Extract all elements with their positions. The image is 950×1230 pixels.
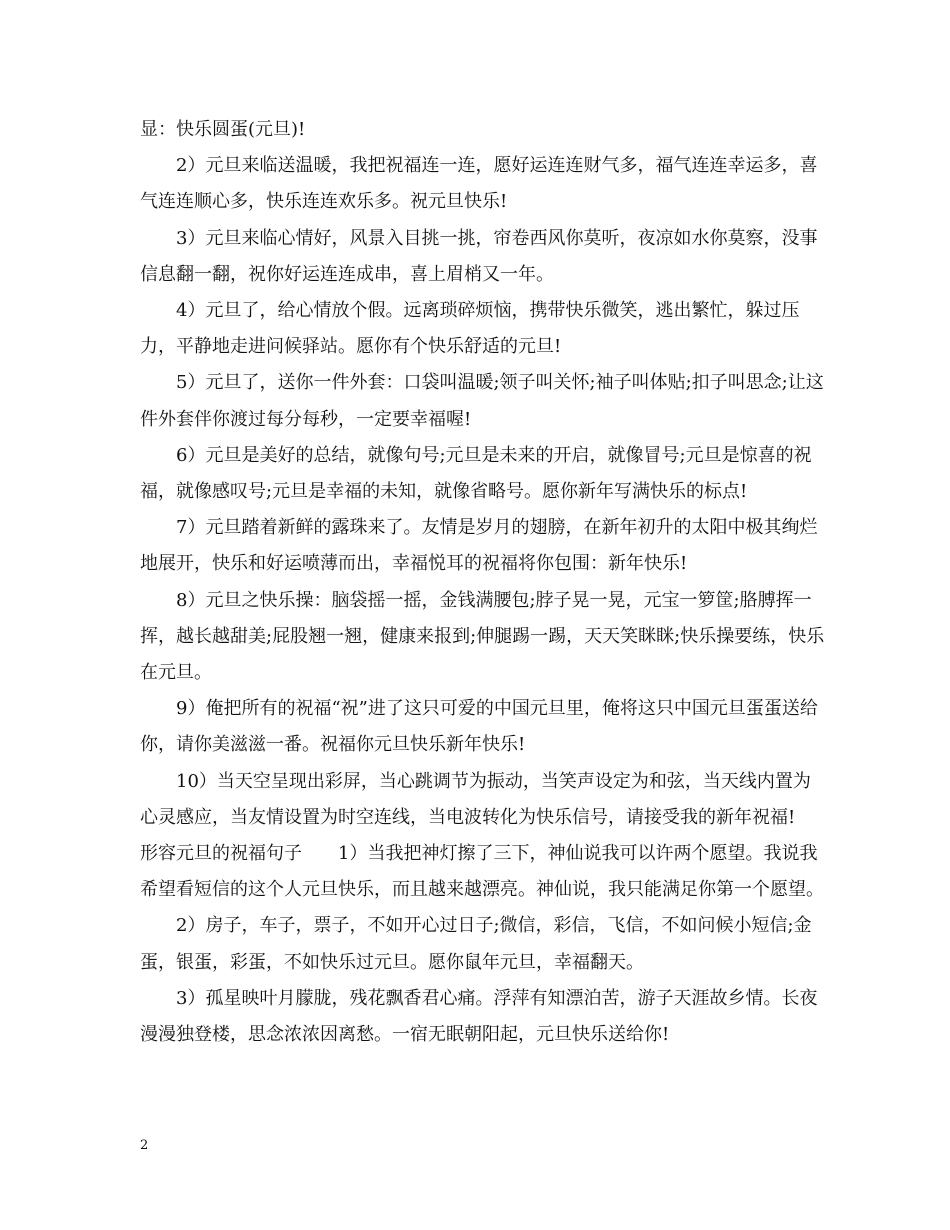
paragraph-2: 2）元旦来临送温暖，我把祝福连一连，愿好运连连财气多，福气连连幸运多，喜气连连顺心多，快乐连连欢乐多。祝元旦快乐!	[140, 155, 818, 213]
body-text	[140, 112, 826, 1053]
paragraph-6: 6）元旦是美好的总结，就像句号;元旦是未来的开启，就像冒号;元旦是惊喜的祝福，就像感叹号;元旦是幸福的未知，就像省略号。愿你新年写满快乐的标点!	[140, 444, 812, 503]
paragraph-11: 形容元旦的祝福句子 1）当我把神灯擦了三下，神仙说我可以许两个愿望。我说我希望看短信的这个人元旦快乐，而且越来越漂亮。神仙说，我只能满足你第一个愿望。	[140, 843, 824, 901]
paragraph-12: 2）房子，车子，票子，不如开心过日子;微信，彩信，飞信，不如问候小短信;金蛋，银蛋，彩蛋，不如快乐过元旦。愿你鼠年元旦，幸福翻天。	[140, 915, 812, 973]
paragraph-5: 5）元旦了，送你一件外套：口袋叫温暖;领子叫关怀;袖子叫体贴;扣子叫思念;让这件外套伴你渡过每分每秒，一定要幸福喔!	[140, 372, 824, 430]
paragraph-4: 4）元旦了，给心情放个假。远离琐碎烦恼，携带快乐微笑，逃出繁忙，躲过压力，平静地走进问候驿站。愿你有个快乐舒适的元旦!	[140, 300, 800, 358]
paragraph-10: 10）当天空呈现出彩屏，当心跳调节为振动，当笑声设定为和弦，当天线内置为心灵感应，当友情设置为时空连线，当电波转化为快乐信号，请接受我的新年祝福!	[140, 770, 811, 828]
paragraph-8: 8）元旦之快乐操：脑袋摇一摇，金钱满腰包;脖子晃一晃，元宝一箩筐;胳膊挥一挥，越长越甜美;屁股翘一翘，健康来报到;伸腿踢一踢，天天笑眯眯;快乐操要练，快乐在元旦。	[140, 589, 825, 684]
paragraph-1: 显：快乐圆蛋(元旦)!	[140, 119, 306, 140]
page-number: 2	[140, 1138, 149, 1153]
paragraph-3: 3）元旦来临心情好，风景入目挑一挑，帘卷西风你莫听，夜凉如水你莫察，没事信息翻一翻，祝你好运连连成串，喜上眉梢又一年。	[140, 227, 818, 285]
paragraph-9: 9）俺把所有的祝福“祝”进了这只可爱的中国元旦里，俺将这只中国元旦蛋蛋送给你，请你美滋滋一番。祝福你元旦快乐新年快乐!	[140, 698, 818, 756]
paragraph-7: 7）元旦踏着新鲜的露珠来了。友情是岁月的翅膀，在新年初升的太阳中极其绚烂地展开，快乐和好运喷薄而出，幸福悦耳的祝福将你包围：新年快乐!	[140, 517, 818, 575]
paragraph-13: 3）孤星映叶月朦胧，残花飘香君心痛。浮萍有知漂泊苦，游子天涯故乡情。长夜漫漫独登楼，思念浓浓因离愁。一宿无眠朝阳起，元旦快乐送给你!	[140, 987, 818, 1046]
